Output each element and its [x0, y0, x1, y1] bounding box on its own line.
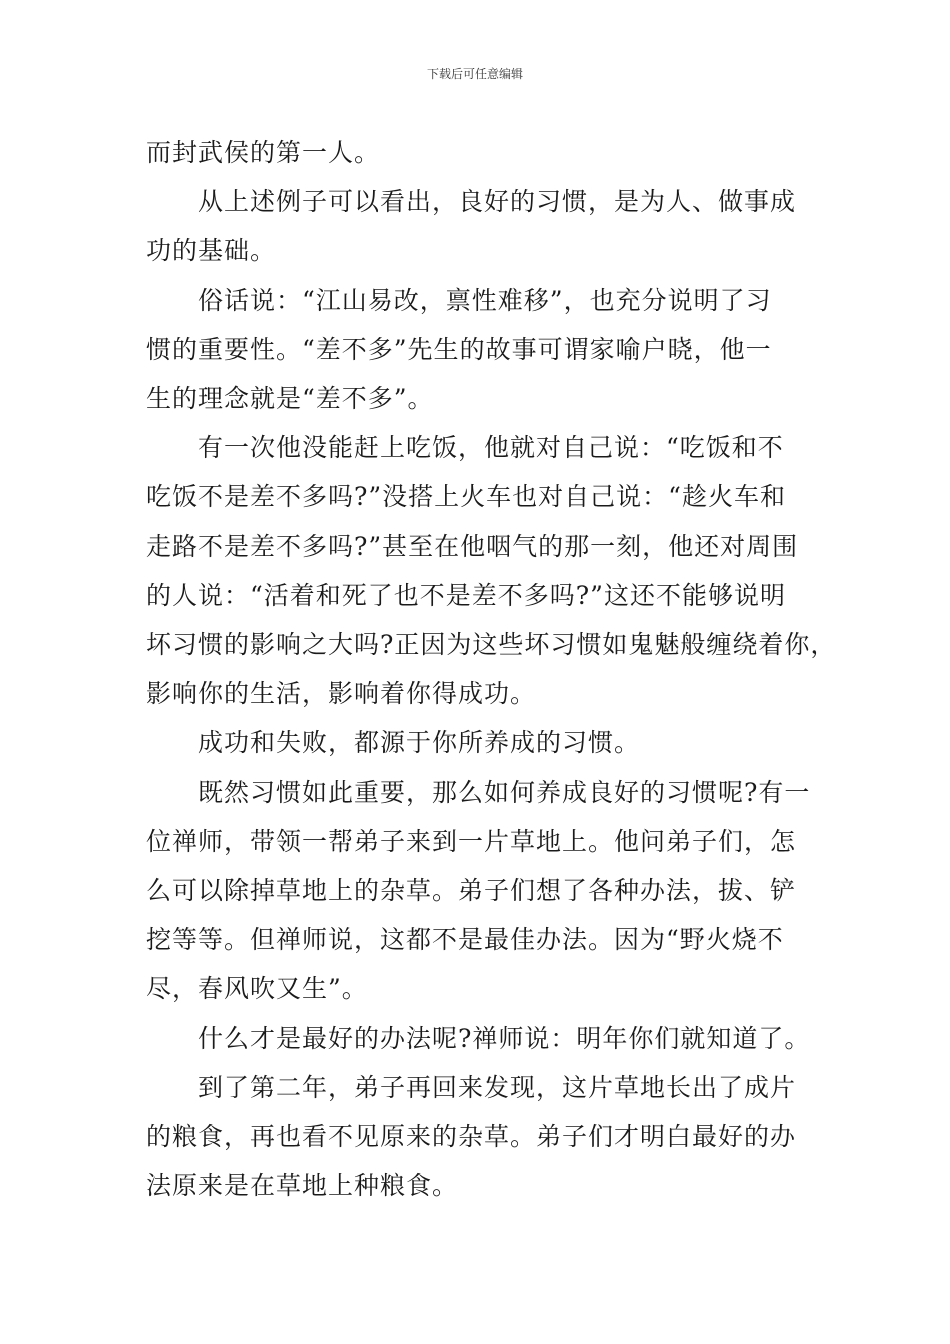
body-text: [146, 128, 837, 1210]
text-line: 既然习惯如此重要，那么如何养成良好的习惯呢?有一: [198, 777, 811, 807]
text-line: 从上述例子可以看出，良好的习惯，是为人、做事成: [198, 187, 797, 217]
text-line: 影响你的生活，影响着你得成功。: [146, 679, 537, 709]
text-line: 走路不是差不多吗?”甚至在他咽气的那一刻，他还对周围: [146, 531, 799, 561]
text-line: 而封武侯的第一人。: [146, 138, 381, 167]
text-line: 功的基础。: [146, 236, 277, 266]
text-line: 挖等等。但禅师说，这都不是最佳办法。因为“野火烧不: [146, 925, 784, 955]
text-line: 的人说：“活着和死了也不是差不多吗?”这还不能够说明: [146, 580, 786, 610]
text-line: 什么才是最好的办法呢?禅师说：明年你们就知道了。: [198, 1023, 811, 1053]
text-line: 法原来是在草地上种粮食。: [146, 1171, 459, 1201]
text-line: 到了第二年，弟子再回来发现，这片草地长出了成片: [198, 1072, 797, 1102]
text-line: 俗话说：“江山易改，禀性难移”，也充分说明了习: [198, 285, 772, 315]
text-line: 位禅师，带领一帮弟子来到一片草地上。他问弟子们，怎: [146, 826, 797, 856]
text-line: 么可以除掉草地上的杂草。弟子们想了各种办法，拔、铲: [146, 876, 797, 906]
text-line: 尽，春风吹又生”。: [146, 974, 368, 1004]
text-line: 的粮食，再也看不见原来的杂草。弟子们才明白最好的办: [146, 1122, 797, 1152]
text-line: 坏习惯的影响之大吗?正因为这些坏习惯如鬼魅般缠绕着你，: [146, 630, 837, 660]
text-line: 有一次他没能赶上吃饭，他就对自己说：“吃饭和不: [198, 433, 784, 463]
text-line: 生的理念就是“差不多”。: [146, 384, 434, 414]
text-line: 成功和失败，都源于你所养成的习惯。: [198, 728, 641, 758]
text-line: 吃饭不是差不多吗?”没搭上火车也对自己说：“趁火车和: [146, 482, 786, 512]
text-line: 惯的重要性。“差不多”先生的故事可谓家喻户晓，他一: [146, 334, 772, 364]
page-header: 下载后可任意编辑: [426, 67, 523, 81]
